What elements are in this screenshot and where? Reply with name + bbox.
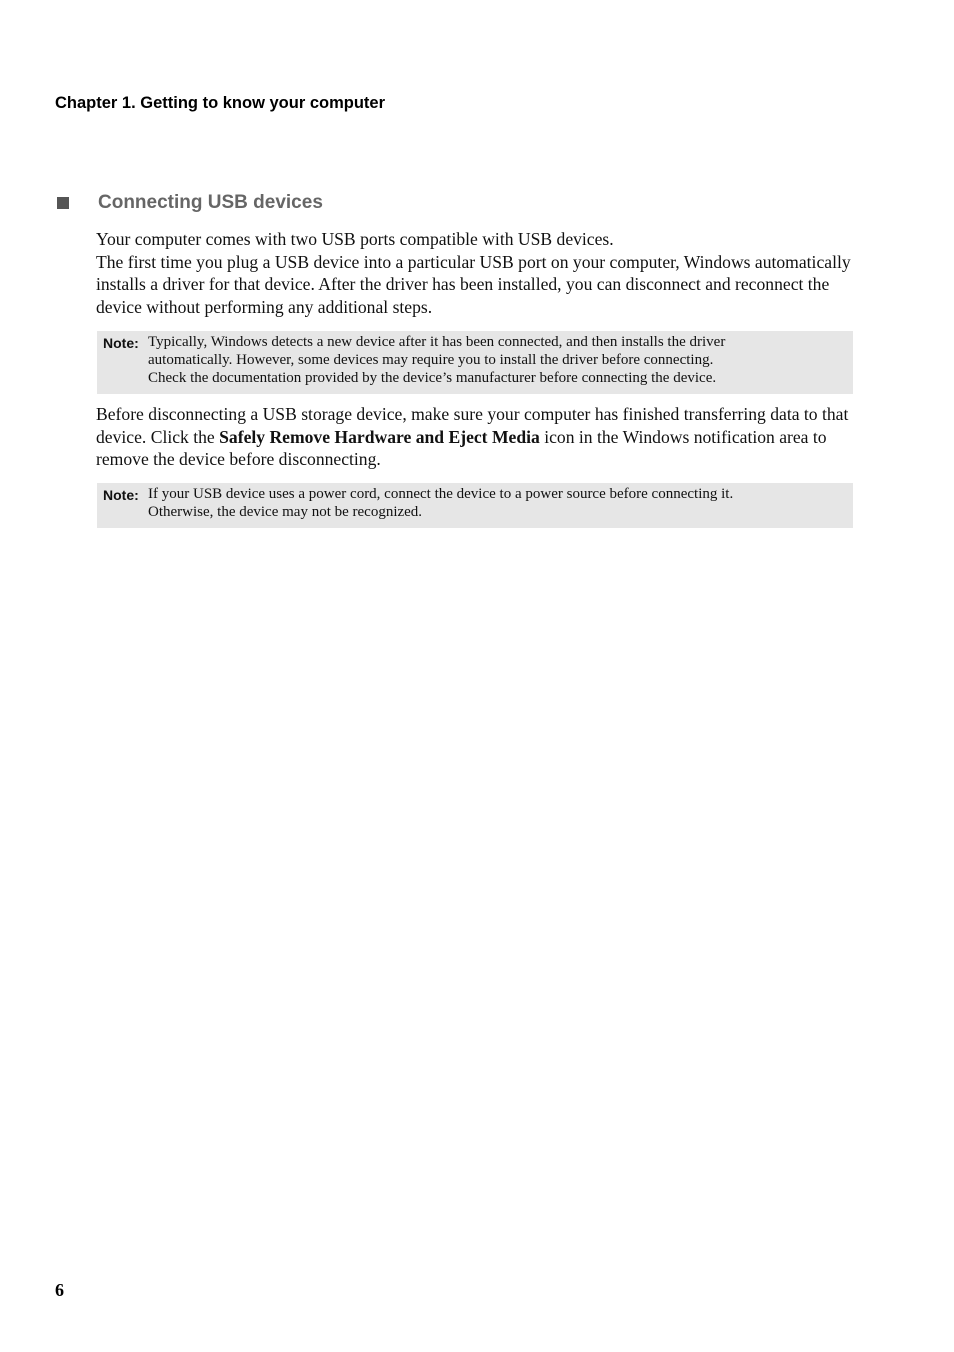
note-box-2 xyxy=(97,483,853,528)
disconnect-text-after: icon in the Windows notification area to remove the device before disconnecting. xyxy=(96,426,827,470)
chapter-header: Chapter 1. Getting to know your computer xyxy=(55,94,386,112)
note-line: Check the documentation provided by the device’s manufacturer before connecting the device. xyxy=(148,370,717,386)
note-line: automatically. However, some devices may require you to install the driver before connecting. xyxy=(148,352,714,368)
note-label: Note: xyxy=(103,487,139,503)
note-line: If your USB device uses a power cord, connect the device to a power source before connecting it. xyxy=(148,486,734,502)
note-line: Otherwise, the device may not be recognized. xyxy=(148,504,423,520)
section-heading xyxy=(55,192,323,214)
note-label: Note: xyxy=(103,335,139,351)
note-text xyxy=(148,333,845,389)
intro-line-1: Your computer comes with two USB ports compatible with USB devices. xyxy=(96,229,614,249)
safely-remove-term: Safely Remove Hardware and Eject Media xyxy=(219,426,540,447)
section-heading-text: Connecting USB devices xyxy=(98,192,323,213)
disconnect-text xyxy=(96,403,861,471)
disconnect-paragraph xyxy=(96,403,861,471)
note-line: Typically, Windows detects a new device after it has been connected, and then installs the driver xyxy=(148,334,726,350)
square-bullet-icon xyxy=(57,197,69,209)
note-box-1 xyxy=(97,331,853,394)
intro-line-2: The first time you plug a USB device into a particular USB port on your computer, Windows automatically installs a driver for that device. After the driver has been installed, you can disconnect and reconnect the device without performing any additional steps. xyxy=(96,251,851,317)
page-number: 6 xyxy=(55,1280,64,1300)
note-text xyxy=(148,485,845,523)
intro-paragraph xyxy=(96,228,861,318)
disconnect-text-before: Before disconnecting a USB storage device, make sure your computer has finished transferring data to that device. Click the xyxy=(96,404,849,447)
